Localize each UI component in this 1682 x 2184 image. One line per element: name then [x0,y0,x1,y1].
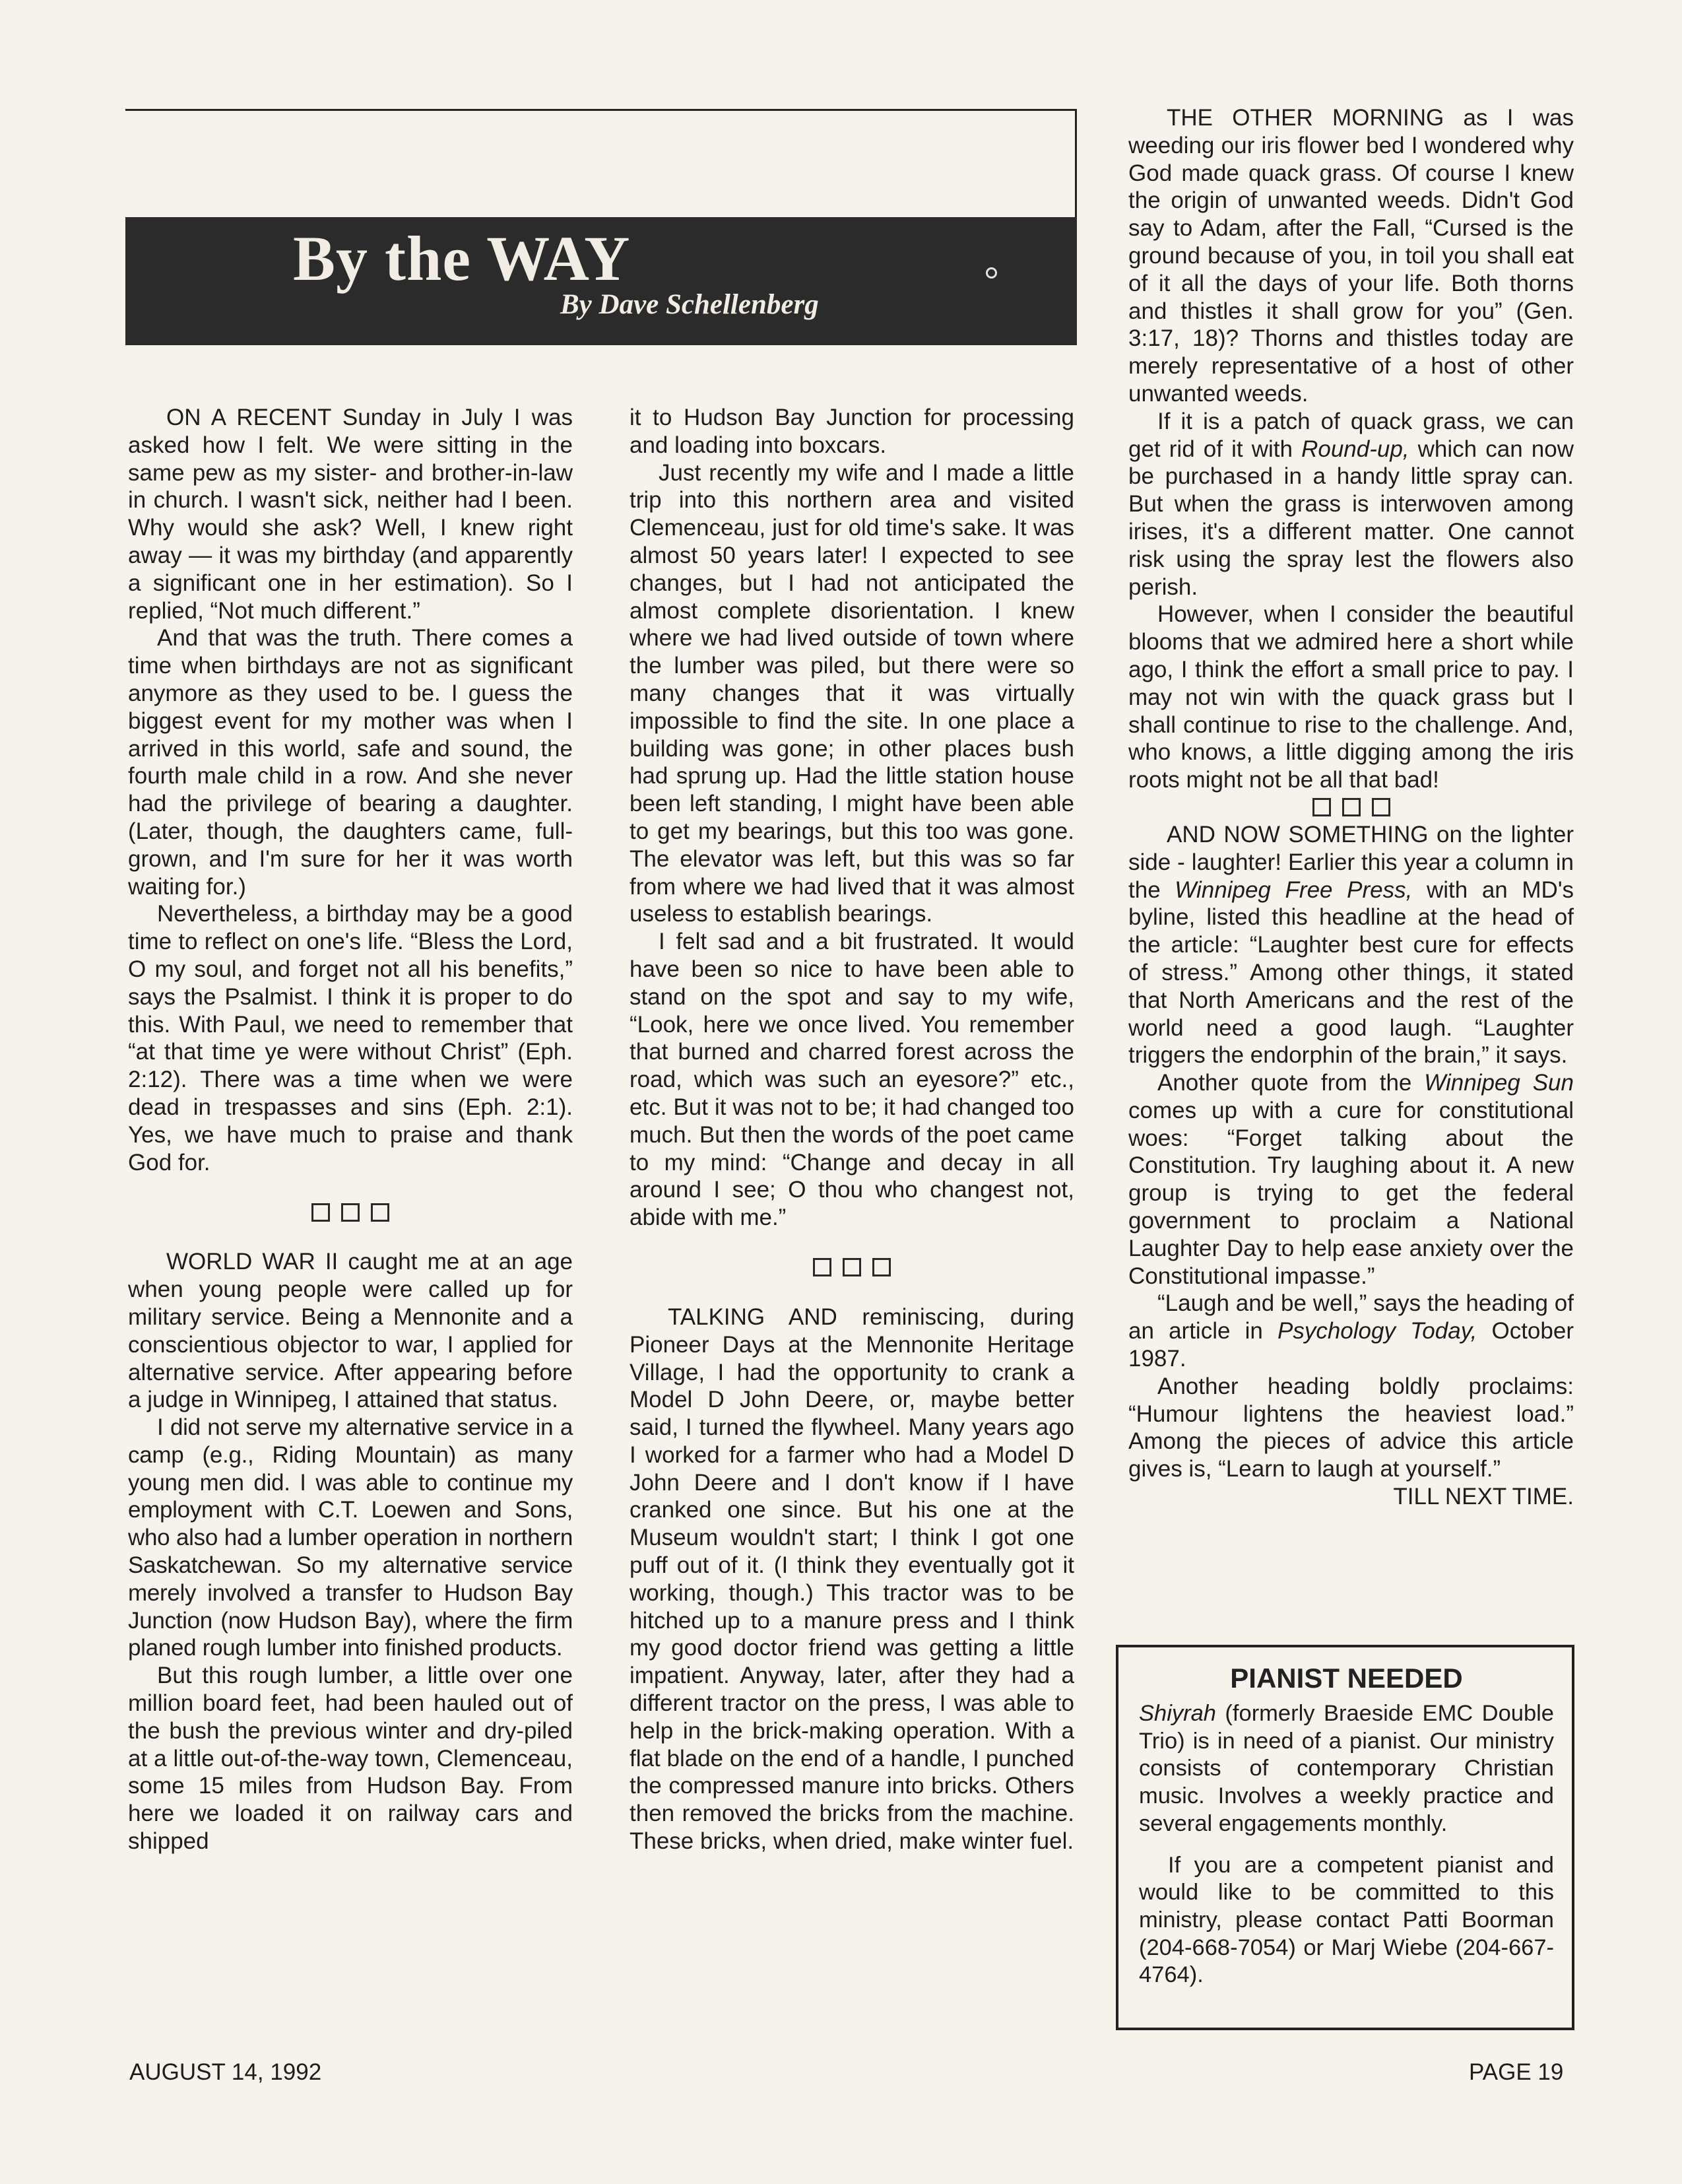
paragraph-clemenceau-trip: Just recently my wife and I made a little trip into this northern area and visited Clemenceau, just for old time's sake. It was almost 50 years later! I expected to see changes, but I had not anticipated the almost complete disorientation. I knew where we had lived outside of town where the lumber was piled, but there were so many changes that it was virtually impossible to find the site. In one place a building was gone; in other places bush had sprung up. Had the little station house been left standing, I might have been able to get my bearings, but this too was gone. The elevator was left, but this was so far from where we had lived that it was almost useless to establish bearings. [630,459,1074,927]
paragraph-winnipeg-sun: Another quote from the Winnipeg Sun comes up with a cure for constitutional woes: “Forget talking about the Constitution. Try laughing about it. A new group is trying to get the federal government to proclaim a National Laughter Day to help ease anxiety over the Constitutional impasse.” [1128,1070,1574,1289]
paragraph-war: WORLD WAR II caught me at an age when young people were called up for military service. Being a Mennonite and a conscientious objector to war, I applied for alternative service. After appearing before a judge in Winnipeg, I attained that status. [128,1249,573,1413]
paragraph-quack-grass: THE OTHER MORNING as I was weeding our iris flower bed I wondered why God made quack grass. Of course I knew the origin of unwanted weeds. Didn't God say to Adam, after the Fall, “Cursed is the ground because of you, in toil you shall eat of it all the days of your life. Both thorns and thistles it shall grow for you” (Gen. 3:17, 18)? Thorns and thistles today are merely representative of a host of other unwanted weeds. [1128,105,1574,407]
paragraph-alternative-service: I did not serve my alternative service in a camp (e.g., Riding Mountain) as many young men did. I was able to continue my employment with C.T. Loewen and Sons, who also had a lumber operation in northern Saskatchewan. So my alternative service merely involved a transfer to Hudson Bay Junction (now Hudson Bay), where the firm planed rough lumber into finished products. [128,1414,573,1661]
paragraph-rough-lumber: But this rough lumber, a little over one million board feet, had been hauled out of the bush the previous winter and dry-piled at a little out-of-the-way town, Clemenceau, some 15 miles from Hudson Bay. From here we loaded it on railway cars and shipped [128,1663,573,1855]
ad-paragraph-1: Shiyrah (formerly Braeside EMC Double Trio) is in need of a pianist. Our ministry consists of contemporary Christian music. Involves a weekly practice and several engagements monthly. [1139,1701,1554,1836]
pianist-needed-ad [1116,1645,1574,2030]
paragraph-laughter: AND NOW SOMETHING on the lighter side - laughter! Earlier this year a column in the Winnipeg Free Press, with an MD's byline, listed this headline at the head of the article: “Laughter best cure for effects of stress.” Among other things, it stated that North Americans and the rest of the world need a good laugh. “Laughter triggers the endorphin of the brain,” it says. [1128,821,1574,1069]
signoff: TILL NEXT TIME. [1393,1484,1574,1510]
paragraph-reflect: Nevertheless, a birthday may be a good time to reflect on one's life. “Bless the Lord, O my soul, and forget not all his benefits,” says the Psalmist. I think it is proper to do this. With Paul, we need to remember that “at that time ye were without Christ” (Eph. 2:12). There was a time when we were dead in trespasses and sins (Eph. 2:1). Yes, we have much to praise and thank God for. [128,901,573,1175]
paragraph-birthday: ON A RECENT Sunday in July I was asked how I felt. We were sitting in the same pew as my sister- and brother-in-law in church. I wasn't sick, neither had I been. Why would she ask? Well, I knew right away — it was my birthday (and apparently a significant one in her estimation). So I replied, “Not much different.” [128,405,573,624]
ad-paragraph-2: If you are a competent pianist and would like to be committed to this ministry, please contact Patti Boorman (204-668-7054) or Marj Wiebe (204-667-4764). [1139,1852,1554,1988]
paragraph-frustrated: I felt sad and a bit frustrated. It would have been so nice to have been able to stand on the spot and say to my wife, “Look, here we once lived. You remember that burned and charred forest across the road, which was such an eyesore?” etc., etc. But it was not to be; it had changed too much. But then the words of the poet came to my mind: “Change and decay in all around I see; O thou who changest not, abide with me.” [630,929,1074,1231]
paragraph-pioneer-days: TALKING AND reminiscing, during Pioneer Days at the Mennonite Heritage Village, I had the opportunity to crank a Model D John Deere, or, maybe better said, I turned the flywheel. Many years ago I worked for a farmer who had a Model D John Deere and I don't know if I have cranked one since. But his one at the Museum wouldn't start; I think I got one puff out of it. (I think they eventually got it working, though.) This tractor was to be hitched up to a manure press and I think my good doctor friend was getting a little impatient. Anyway, later, after they had a different tractor on the press, I was able to help in the brick-making operation. With a flat blade on the end of a handle, I punched the compressed manure into bricks. Others then removed the bricks from the machine. These bricks, when dried, make winter fuel. [630,1304,1074,1855]
paragraph-continuation: it to Hudson Bay Junction for processing and loading into boxcars. [630,405,1074,458]
column-title: By the WAY [293,223,631,294]
column-byline: By Dave Schellenberg [560,289,819,320]
paragraph-round-up: If it is a patch of quack grass, we can get rid of it with Round-up, which can now be purchased in a handy little spray can. But when the grass is interwoven among irises, it's a different matter. One cannot risk using the spray lest the flowers also perish. [1128,408,1574,600]
paragraph-humour: Another heading boldly proclaims: “Humour lightens the heaviest load.” Among the pieces of advice this article gives is, “Learn to laugh at yourself.” TILL NEXT TIME. [1128,1373,1574,1510]
header-dot-ornament [986,267,997,279]
paragraph-truth: And that was the truth. There comes a time when birthdays are not as significant anymore as they used to be. I guess the biggest event for my mother was when I arrived in this world, safe and sound, the fourth male child in a row. And she never had the privilege of bearing a daughter. (Later, though, the daughters came, full-grown, and I'm sure for her it was worth waiting for.) [128,625,573,900]
paragraph-blooms: However, when I consider the beautiful blooms that we admired here a short while ago, I think the effort a small price to pay. I may not win with the quack grass but I shall continue to rise to the challenge. And, who knows, a little digging among the iris roots might not be all that bad! [1128,601,1574,793]
section-separator [128,1199,573,1226]
article-column-1 [128,404,573,1855]
article-column-2 [630,404,1074,1855]
section-separator [1128,794,1574,821]
section-separator [630,1254,1074,1281]
issue-date: AUGUST 14, 1992 [129,2059,322,2085]
page-number: PAGE 19 [1469,2059,1564,2085]
ad-title: PIANIST NEEDED [1230,1663,1463,1694]
paragraph-psychology-today: “Laugh and be well,” says the heading of an article in Psychology Today, October 1987. [1128,1290,1574,1372]
article-column-3 [1128,104,1574,1511]
